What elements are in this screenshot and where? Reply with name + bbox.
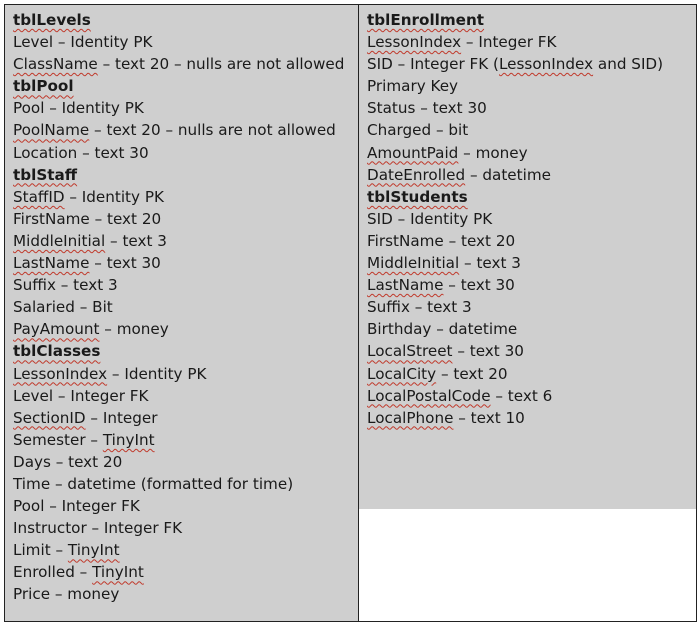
field-definition xyxy=(367,164,696,186)
field-definition xyxy=(13,142,358,164)
text-segment: Semester – xyxy=(13,430,103,449)
field-definition xyxy=(367,318,696,340)
right-column-shaded-area xyxy=(359,5,696,509)
table-name-heading xyxy=(13,340,358,362)
field-definition xyxy=(367,31,696,53)
text-segment: – text 20 – nulls are not allowed xyxy=(89,121,336,140)
spellcheck-flagged-word: tblStudents xyxy=(367,187,468,206)
spellcheck-flagged-word: LocalPhone xyxy=(367,408,454,427)
spellcheck-flagged-word: tblEnrollment xyxy=(367,11,485,29)
field-definition xyxy=(13,363,358,385)
spellcheck-flagged-word: tblClasses xyxy=(13,342,101,361)
spellcheck-flagged-word: StaffID xyxy=(13,187,65,206)
text-segment: – Identity PK xyxy=(64,187,164,206)
text-segment: – text 3 xyxy=(459,254,521,273)
text-segment: Pool – Integer FK xyxy=(13,497,140,516)
text-segment: Suffix – text 3 xyxy=(13,276,118,295)
spellcheck-flagged-word: LastName xyxy=(367,276,444,295)
text-segment: – text 30 xyxy=(443,276,515,295)
text-segment: – money xyxy=(99,320,169,339)
spellcheck-flagged-word: TinyInt xyxy=(67,541,120,560)
text-segment: – text 30 xyxy=(89,254,161,273)
text-segment: – text 20 – nulls are not allowed xyxy=(97,55,345,74)
field-definition xyxy=(13,97,358,119)
table-name-heading xyxy=(367,186,696,208)
field-definition xyxy=(13,318,358,340)
spellcheck-flagged-word: LocalPostalCode xyxy=(367,386,491,405)
field-definition xyxy=(367,97,696,119)
field-definition xyxy=(367,340,696,362)
field-definition xyxy=(13,186,358,208)
field-definition xyxy=(13,252,358,274)
text-segment: FirstName – text 20 xyxy=(367,231,516,250)
text-segment: Price – money xyxy=(13,585,120,604)
field-definition xyxy=(367,142,696,164)
text-segment: SID – Identity PK xyxy=(367,209,493,228)
field-definition xyxy=(13,473,358,495)
spellcheck-flagged-word: LocalStreet xyxy=(367,342,453,361)
spellcheck-flagged-word: LastName xyxy=(13,254,90,273)
table-name-heading xyxy=(13,75,358,97)
field-definition xyxy=(367,230,696,252)
spellcheck-flagged-word: tblStaff xyxy=(13,165,78,184)
spellcheck-flagged-word: SectionID xyxy=(13,408,86,427)
text-segment: Charged – bit xyxy=(367,121,469,140)
spellcheck-flagged-word: PoolName xyxy=(13,121,90,140)
spellcheck-flagged-word: AmountPaid xyxy=(367,143,459,162)
text-segment: – Identity PK xyxy=(107,364,207,383)
text-segment: Level – Identity PK xyxy=(13,33,153,52)
spellcheck-flagged-word: tblLevels xyxy=(13,11,91,29)
text-segment: Suffix – text 3 xyxy=(367,298,472,317)
field-definition xyxy=(367,252,696,274)
spellcheck-flagged-word: TinyInt xyxy=(102,430,155,449)
text-segment: – text 30 xyxy=(452,342,524,361)
text-segment: – Integer xyxy=(85,408,158,427)
spellcheck-flagged-word: LocalCity xyxy=(367,364,437,383)
field-definition xyxy=(13,451,358,473)
field-definition xyxy=(13,407,358,429)
field-definition xyxy=(367,53,696,75)
field-definition xyxy=(13,119,358,141)
text-segment: Birthday – datetime xyxy=(367,320,518,339)
field-definition xyxy=(13,53,358,75)
spellcheck-flagged-word: ClassName xyxy=(13,55,98,74)
text-segment: Pool – Identity PK xyxy=(13,99,144,118)
table-name-heading xyxy=(13,164,358,186)
text-segment: – text 10 xyxy=(453,408,525,427)
text-segment: – Integer FK xyxy=(461,33,557,52)
spellcheck-flagged-word: LessonIndex xyxy=(13,364,108,383)
right-column xyxy=(359,5,696,621)
field-definition xyxy=(13,296,358,318)
field-definition xyxy=(367,75,696,97)
text-segment: – text 3 xyxy=(105,231,167,250)
text-segment: Salaried – Bit xyxy=(13,298,113,317)
table-name-heading xyxy=(13,9,358,31)
schema-table xyxy=(4,4,697,622)
field-definition xyxy=(13,429,358,451)
field-definition xyxy=(13,274,358,296)
field-definition xyxy=(13,230,358,252)
spellcheck-flagged-word: MiddleInitial xyxy=(367,254,460,273)
field-definition xyxy=(367,274,696,296)
text-segment: Primary Key xyxy=(367,77,459,96)
field-definition xyxy=(367,407,696,429)
field-definition xyxy=(367,208,696,230)
field-definition xyxy=(13,208,358,230)
text-segment: Location – text 30 xyxy=(13,143,149,162)
spellcheck-flagged-word: DateEnrolled xyxy=(367,165,466,184)
field-definition xyxy=(367,363,696,385)
text-segment: Instructor – Integer FK xyxy=(13,519,183,538)
spellcheck-flagged-word: LessonIndex xyxy=(367,33,462,52)
text-segment: – datetime xyxy=(465,165,551,184)
field-definition xyxy=(13,31,358,53)
table-name-heading xyxy=(367,9,696,31)
text-segment: – money xyxy=(458,143,528,162)
spellcheck-flagged-word: TinyInt xyxy=(92,563,144,582)
spellcheck-flagged-word: LessonIndex xyxy=(498,55,594,74)
text-segment: Days – text 20 xyxy=(13,452,123,471)
spellcheck-flagged-word: MiddleInitial xyxy=(13,231,106,250)
text-segment: Level – Integer FK xyxy=(13,386,149,405)
field-definition xyxy=(367,119,696,141)
spellcheck-flagged-word: tblPool xyxy=(13,77,74,96)
field-definition xyxy=(367,296,696,318)
field-definition xyxy=(13,495,358,517)
text-segment: Status – text 30 xyxy=(367,99,487,118)
text-segment: Limit – xyxy=(13,541,68,560)
field-definition xyxy=(13,517,358,539)
text-segment: SID – Integer FK ( xyxy=(367,55,499,74)
field-definition xyxy=(13,561,358,583)
field-definition xyxy=(13,385,358,407)
field-definition xyxy=(13,583,358,605)
text-segment: – text 20 xyxy=(436,364,508,383)
text-segment: – text 6 xyxy=(490,386,553,405)
text-segment: Enrolled – xyxy=(13,563,93,582)
text-segment: Time – datetime (formatted for time) xyxy=(13,474,294,493)
field-definition xyxy=(13,539,358,561)
text-segment: FirstName – text 20 xyxy=(13,209,162,228)
text-segment: and SID) xyxy=(593,55,664,74)
spellcheck-flagged-word: PayAmount xyxy=(13,320,100,339)
left-column xyxy=(5,5,359,621)
field-definition xyxy=(367,385,696,407)
